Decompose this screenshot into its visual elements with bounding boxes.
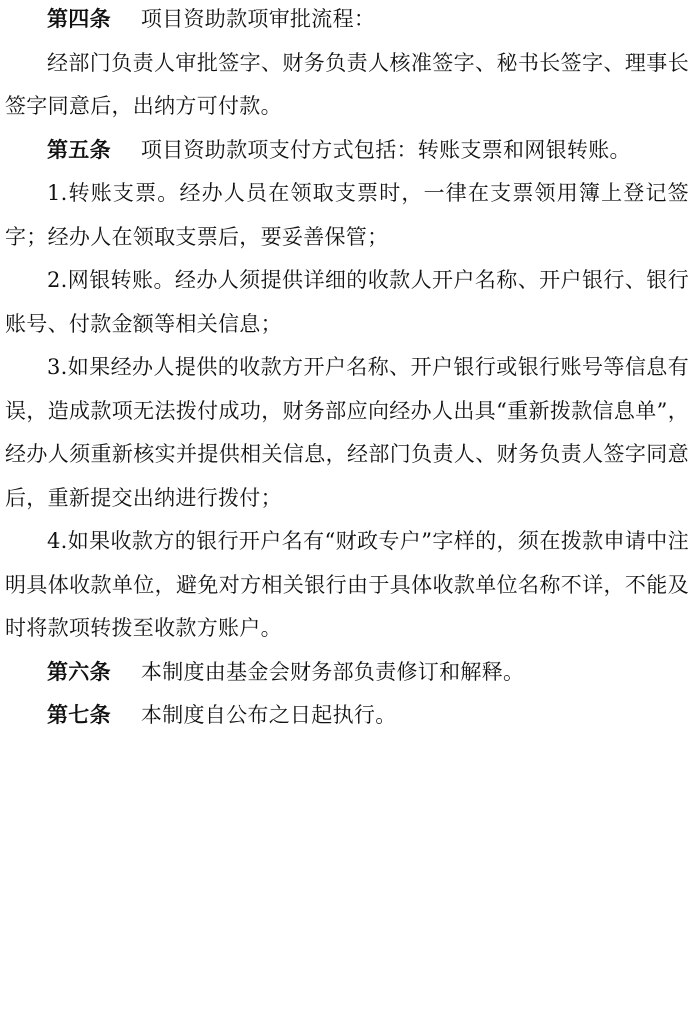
payment-item-4	[5, 520, 689, 651]
article-label: 第七条	[47, 703, 111, 727]
article-7	[5, 694, 689, 738]
article-label: 第六条	[47, 659, 111, 684]
payment-item-2	[5, 259, 689, 346]
article-4-body	[5, 42, 689, 129]
article-text: 本制度自公布之日起执行。	[140, 703, 397, 727]
article-5-heading	[5, 129, 689, 173]
article-6	[5, 651, 689, 695]
payment-item-1	[5, 172, 689, 259]
payment-item-3	[5, 346, 689, 520]
document-body	[5, 0, 689, 738]
paragraph-text: 2.网银转账。经办人须提供详细的收款人开户名称、开户银行、银行账号、付款金额等相关信息；	[5, 268, 689, 336]
paragraph-text: 3.如果经办人提供的收款方开户名称、开户银行或银行账号等信息有误，造成款项无法拨付成功，财务部应向经办人出具“重新拨款信息单”，经办人须重新核实并提供相关信息，经部门负责人、财务负责人签字同意后，重新提交出纳进行拨付；	[5, 355, 689, 510]
paragraph-text: 4.如果收款方的银行开户名有“财政专户”字样的，须在拨款申请中注明具体收款单位，避免对方相关银行由于具体收款单位名称不详，不能及时将款项转拨至收款方账户。	[5, 529, 689, 640]
article-label: 第四条	[47, 7, 111, 31]
article-4-heading	[5, 0, 689, 42]
article-text: 项目资助款项支付方式包括：转账支票和网银转账。	[140, 137, 631, 162]
article-label: 第五条	[47, 137, 111, 162]
paragraph-text: 1.转账支票。经办人员在领取支票时，一律在支票领用簿上登记签字；经办人在领取支票后，要妥善保管；	[5, 181, 689, 249]
article-text: 本制度由基金会财务部负责修订和解释。	[140, 659, 525, 684]
paragraph-text: 经部门负责人审批签字、财务负责人核准签字、秘书长签字、理事长签字同意后，出纳方可付款。	[5, 50, 689, 118]
article-text: 项目资助款项审批流程：	[140, 7, 376, 31]
